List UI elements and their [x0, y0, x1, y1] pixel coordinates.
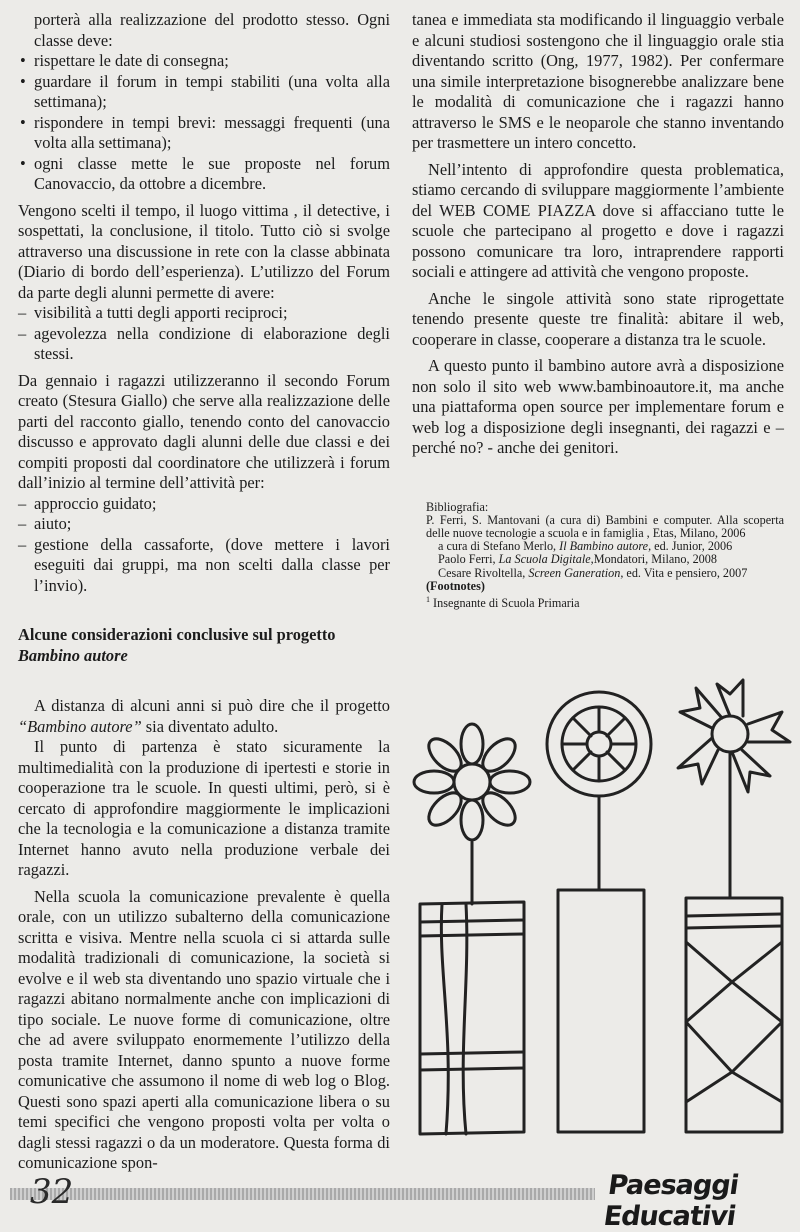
journal-name: Paesaggi Educativi — [601, 1170, 741, 1232]
left-p4 — [18, 696, 390, 737]
flower-vases-drawing — [412, 672, 800, 1162]
heading-text: Alcune considerazioni conclusive sul progetto — [18, 625, 336, 644]
bullet-list — [18, 51, 390, 195]
flower-1 — [414, 724, 530, 904]
list-item: • rispondere in tempi brevi: messaggi frequenti (una volta alla settimana); — [18, 113, 390, 154]
right-p3: Anche le singole attività sono state riprogettate tenendo presente queste tre finalità: abitare il web, cooperare in classe, cooperare a distanza tra le scuole. — [412, 288, 784, 349]
bib-entry: P. Ferri, S. Mantovani (a cura di) Bambini e computer. Alla scoperta delle nuove tecnologie a scuola e in famiglia , Etas, Milano, 2006 — [426, 512, 784, 540]
flower-2 — [547, 692, 651, 890]
right-p2: Nell’intento di approfondire questa problematica, stiamo cercando di sviluppare maggiormente l’ambiente del WEB COME PIAZZA dove si affacciano tutte le scuole che partecipano al progetto e dove i ragazzi possono comunicare tra loro, intraprendere rapporti sociali e attingere ad attività che vengono proposte. — [412, 159, 784, 281]
footnote — [426, 593, 784, 610]
list-item: • rispettare le date di consegna; — [18, 51, 390, 72]
footer-bar — [10, 1188, 595, 1200]
list-item: • guardare il forum in tempi stabiliti (una volta alla settimana); — [18, 72, 390, 113]
list-item: – visibilità a tutti degli apporti reciproci; — [18, 303, 390, 324]
footnotes-label: (Footnotes) — [426, 578, 485, 593]
bib-italic: Screen Ganeration, — [528, 565, 624, 580]
footnote-mark: 1 — [426, 594, 430, 604]
list-item: – agevolezza nella condizione di elaborazione degli stessi. — [18, 324, 390, 365]
right-column — [412, 0, 784, 610]
list-item: – approccio guidato; — [18, 494, 390, 515]
list-item: • ogni classe mette le sue proposte nel forum Canovaccio, da ottobre a dicembre. — [18, 154, 390, 195]
bib-text: Paolo Ferri, — [438, 552, 499, 567]
left-p1: porterà alla realizzazione del prodotto stesso. Ogni classe deve: — [34, 10, 390, 50]
vase-1 — [420, 902, 524, 1134]
bib-entry — [426, 567, 784, 580]
heading-italic-text: Bambino autore — [18, 646, 128, 665]
page-number: 32 — [30, 1172, 74, 1212]
p4-text-end: sia diventato adulto. — [141, 716, 279, 736]
list-item: – gestione della cassaforte, (dove mettere i lavori eseguiti dai gruppi, ma non scelti dalla classe per l’invio). — [18, 535, 390, 597]
list-item: – aiuto; — [18, 514, 390, 535]
bib-text: ed. Vita e pensiero, 2007 — [623, 565, 748, 580]
bib-italic: La Scuola Digitale, — [498, 552, 594, 567]
bibliography — [412, 501, 784, 611]
bib-text: Cesare Rivoltella, — [438, 565, 529, 580]
vase-2 — [558, 890, 644, 1132]
right-p4: A questo punto il bambino autore avrà a disposizione non solo il sito web www.bambinoautore.it, ma anche una piattaforma open source per implementare forum e web log a disposizione degli insegnanti, dei ragazzi e – perché no? - anche dei genitori. — [412, 356, 784, 457]
vase-3 — [686, 898, 782, 1132]
dash-list-2 — [18, 494, 390, 597]
left-p6: Nella scuola la comunicazione prevalente è quella orale, con un utilizzo subalterno della comunicazione scritta e visiva. Mentre nella scuola ci si attarda sulle modalità tradizionali di comunicazione, la società si evolve e il web sta diventando uno spazio virtuale che i ragazzi abitano normalmente anche con implicazioni di tipo sociale. Le nuove forme di comunicazione, oltre che ad avere sviluppato enormemente l’utilizzo della posta tramite Internet, danno spunto a nuove forme comunicative che assumono il nome di web log o Blog. Questi sono spazi aperti alla comunicazione libera o su temi specifici che vengono proposti volta per volta o dagli stessi ragazzi o da un moderatore. Questa forma di comunicazione spon- — [18, 886, 390, 1172]
dash-list-1 — [18, 303, 390, 365]
p4-text: A distanza di alcuni anni si può dire che il progetto — [34, 696, 390, 715]
left-p2: Vengono scelti il tempo, il luogo vittima , il detective, i sospettati, la conclusione, il titolo. Tutto ciò si svolge attraverso una discussione in rete con la classe abbinata (Diario di bordo dell’esperienza). L’utilizzo del Forum da parte degli alunni permette di avere: — [18, 200, 390, 302]
right-p1: tanea e immediata sta modificando il linguaggio verbale e alcuni studiosi sostengono che il linguaggio orale stia diventando scritto (Ong, 1977, 1982). Per confermare una simile interpretazione bisognerebbe analizzare bene le modalità di comunicazione che i ragazzi hanno attraverso le SMS e le neoparole che stanno inventando per trasmettere un intero concetto. — [412, 10, 784, 152]
bib-text: Mondatori, Milano, 2008 — [593, 552, 717, 567]
section-heading — [18, 624, 390, 666]
bib-label: Bibliografia: — [426, 499, 489, 514]
left-p3: Da gennaio i ragazzi utilizzeranno il secondo Forum creato (Stesura Giallo) che serve alla realizzazione delle parti del racconto giallo, tenendo conto del canovaccio discusso e approvato dagli alunni delle due classi e dei compiti proposti dal coordinatore che utilizzerà i forum dall’inizio al termine dell’attività per: — [18, 370, 390, 492]
footnote-text: Insegnante di Scuola Primaria — [430, 595, 580, 610]
left-p5: Il punto di partenza è stato sicuramente la multimedialità con la produzione di ipertesti e storie in cooperazione tra le scuole. In questi ultimi, però, si è cercato di approfondire maggiormente le implicazioni che la tecnologia e la comunicazione a distanza tramite Internet hanno avuto nella produzione verbale dei ragazzi. — [18, 737, 390, 879]
p4-italic-text: “Bambino autore” — [18, 716, 142, 736]
bib-italic: Il Bambino autore, — [559, 539, 652, 554]
flower-3 — [678, 680, 790, 898]
bib-text: a cura di Stefano Merlo, — [438, 539, 560, 554]
bib-text: ed. Junior, 2006 — [651, 539, 733, 554]
left-column — [18, 0, 390, 1174]
